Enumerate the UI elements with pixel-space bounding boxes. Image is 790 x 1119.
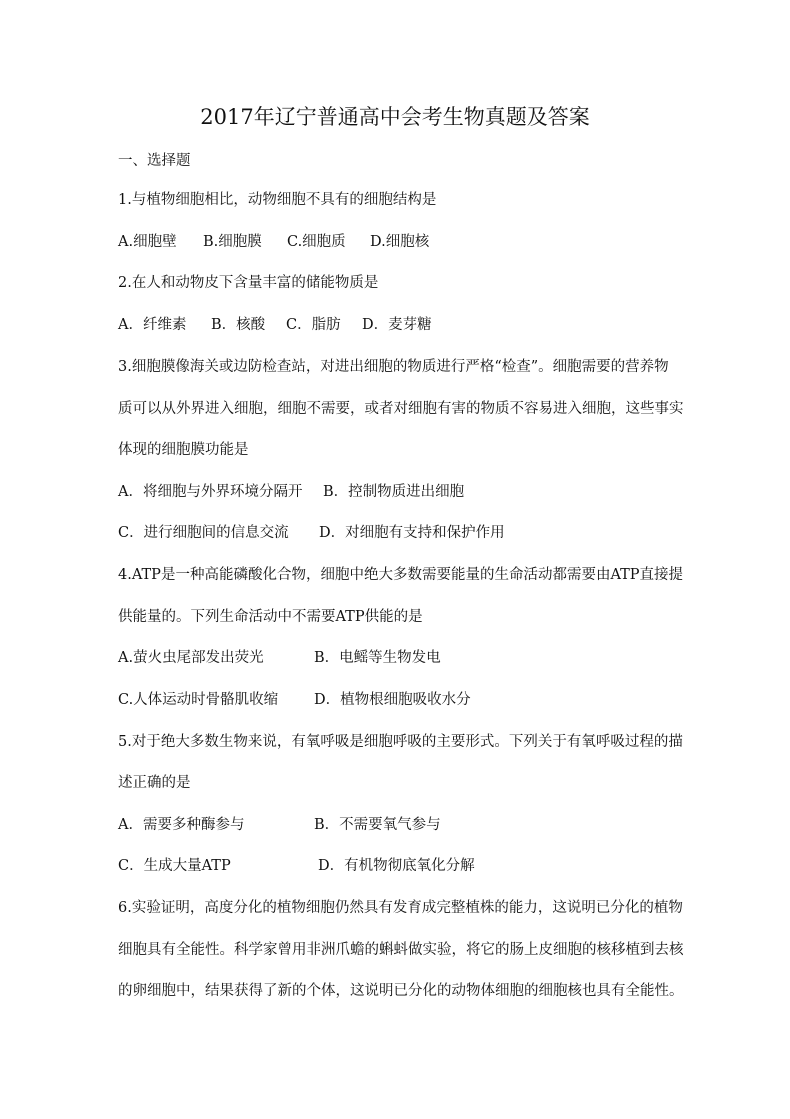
question-3-option-a: A．将细胞与外界环境分隔开 (118, 484, 303, 500)
question-3-option-d: D．对细胞有支持和保护作用 (319, 525, 505, 541)
question-1-option-a: A.细胞壁 (118, 234, 177, 250)
question-4-option-c: C.人体运动时骨骼肌收缩 (118, 692, 279, 708)
question-1-option-c: C.细胞质 (287, 234, 346, 250)
question-5-stem-line-1: 5.对于绝大多数生物来说，有氧呼吸是细胞呼吸的主要形式。下列关于有氧呼吸过程的描 (118, 734, 683, 750)
section-heading: 一、选择题 (118, 153, 191, 169)
question-4-option-b: B．电鳐等生物发电 (314, 650, 441, 666)
question-2-option-d: D．麦芽糖 (362, 317, 432, 333)
question-6-stem-line-3: 的卵细胞中，结果获得了新的个体，这说明已分化的动物体细胞的细胞核也具有全能性。 (118, 983, 684, 999)
question-1-stem: 1.与植物细胞相比，动物细胞不具有的细胞结构是 (118, 192, 437, 208)
question-5-stem-line-2: 述正确的是 (118, 775, 191, 791)
question-3-stem-line-3: 体现的细胞膜功能是 (118, 442, 249, 458)
question-5-option-c: C．生成大量ATP (118, 858, 231, 874)
question-4-option-a: A.萤火虫尾部发出荧光 (118, 650, 264, 666)
document-title: 2017年辽宁普通高中会考生物真题及答案 (200, 105, 590, 129)
question-2-option-c: C．脂肪 (286, 317, 341, 333)
question-4-stem-line-1: 4.ATP是一种高能磷酸化合物，细胞中绝大多数需要能量的生命活动都需要由ATP直接提 (118, 567, 684, 583)
question-4-stem-line-2: 供能量的。下列生命活动中不需要ATP供能的是 (118, 609, 423, 625)
question-3-option-b: B．控制物质进出细胞 (323, 484, 465, 500)
question-6-stem-line-2: 细胞具有全能性。科学家曾用非洲爪蟾的蝌蚪做实验，将它的肠上皮细胞的核移植到去核 (118, 942, 684, 958)
question-3-option-c: C．进行细胞间的信息交流 (118, 525, 289, 541)
question-2-option-b: B．核酸 (211, 317, 266, 333)
question-3-stem-line-1: 3.细胞膜像海关或边防检查站，对进出细胞的物质进行严格“检查”。细胞需要的营养物 (118, 359, 669, 375)
question-1-option-b: B.细胞膜 (203, 234, 262, 250)
question-5-option-b: B．不需要氧气参与 (314, 817, 441, 833)
question-6-stem-line-1: 6.实验证明，高度分化的植物细胞仍然具有发育成完整植株的能力，这说明已分化的植物 (118, 900, 683, 916)
question-5-option-a: A．需要多种酶参与 (118, 817, 245, 833)
question-5-option-d: D．有机物彻底氧化分解 (318, 858, 475, 874)
question-4-option-d: D．植物根细胞吸收水分 (314, 692, 471, 708)
question-3-stem-line-2: 质可以从外界进入细胞，细胞不需要，或者对细胞有害的物质不容易进入细胞，这些事实 (118, 401, 684, 417)
question-2-stem: 2.在人和动物皮下含量丰富的储能物质是 (118, 275, 379, 291)
question-1-option-d: D.细胞核 (370, 234, 430, 250)
question-2-option-a: A．纤维素 (118, 317, 187, 333)
